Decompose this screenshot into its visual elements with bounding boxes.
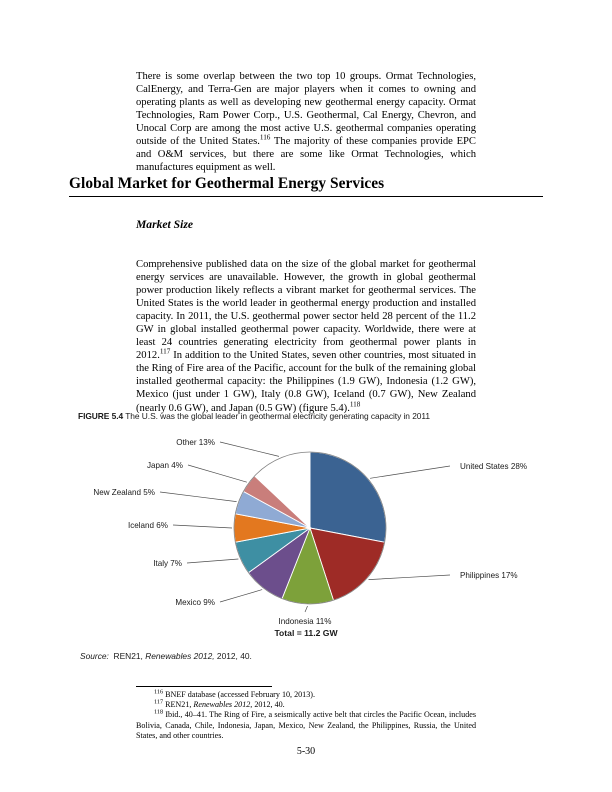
pie-leader-line: [160, 492, 237, 502]
source-prefix: Source:: [80, 651, 109, 661]
footnote-117-number: 117: [154, 698, 164, 706]
source-title: Renewables 2012,: [145, 651, 215, 661]
figure-caption: [78, 411, 548, 421]
pie-leader-line: [220, 590, 262, 602]
footnote-116: [136, 690, 476, 700]
pie-chart-svg: [60, 428, 552, 640]
pie-leader-line: [220, 442, 279, 456]
pie-leader-line: [369, 575, 451, 580]
section-heading: Global Market for Geothermal Energy Services: [69, 175, 543, 197]
pie-slice-label: New Zealand 5%: [93, 488, 155, 497]
pie-leader-line: [173, 525, 232, 528]
footnote-117-title: Renewables 2012: [193, 700, 251, 710]
footnote-116-number: 116: [154, 688, 164, 696]
footnote-ref-118: 118: [349, 399, 361, 408]
pie-slice-label: Indonesia 11%: [278, 617, 332, 626]
paragraph-intro: [136, 70, 476, 174]
figure-source-line: [80, 651, 252, 661]
page-number: 5-30: [296, 746, 316, 757]
footnote-ref-116: 116: [259, 133, 271, 142]
paragraph-intro-text-cont: The majority of these companies provide EPC and O&M services, but there are some like Ormat Technologies, which manufactures equipment as well.: [136, 136, 476, 174]
figure-5-4-pie-chart: [60, 428, 552, 640]
pie-slice-label: United States 28%: [460, 462, 528, 471]
footnote-separator: [136, 686, 272, 687]
figure-caption-text: The U.S. was the global leader in geothermal electricity generating capacity in 2011: [123, 411, 430, 421]
source-rest: 2012, 40.: [216, 651, 252, 661]
source-organization: REN21,: [113, 651, 143, 661]
paragraph-market-text: Comprehensive published data on the size of the global market for geothermal energy services are unavailable. However, the growth in global geothermal power production likely reflects a vibrant market for geothermal services. The United States is the world leader in geothermal energy production and installed capacity. In 2011, the U.S. geothermal power sector held 28 percent of the 11.2 GW in global installed geothermal power capacity. Worldwide, there were at least 24 countries generating electricity from geothermal power plants in 2012.: [136, 259, 476, 362]
footnote-116-text: BNEF database (accessed February 10, 2013).: [163, 690, 315, 699]
footnote-117: [136, 700, 476, 710]
paragraph-intro-text: There is some overlap between the two top 10 groups. Ormat Technologies, CalEnergy, and Terra-Gen are major players when it comes to owning and operating plants as well as developing new geothermal energy capacity. Ormat Technologies, Ram Power Corp., U.S. Geothermal, Cal Energy, Chevron, and Unocal Corp are among the most active U.S. geothermal companies operating outside of the United States.: [136, 71, 476, 148]
footnote-118-number: 118: [154, 708, 164, 716]
footnote-118-text: Ibid., 40–41. The Ring of Fire, a seismically active belt that circles the Pacific Ocean, includes Bolivia, Canada, Chile, Indonesia, Japan, Mexico, New Zealand, the Philippines, Russia, the United States, and other countries.: [136, 710, 476, 740]
pie-slice-label: Italy 7%: [153, 559, 182, 568]
footnotes-block: [136, 690, 476, 741]
pie-slice-label: Iceland 6%: [127, 521, 168, 530]
pie-slice-label: Mexico 9%: [175, 598, 215, 607]
paragraph-market-size: [136, 258, 476, 415]
pie-leader-line: [188, 465, 247, 482]
pie-leader-line: [305, 606, 308, 612]
subsection-heading: Market Size: [136, 218, 194, 231]
footnote-ref-117: 117: [159, 347, 171, 356]
pie-leader-line: [370, 466, 450, 478]
figure-number: FIGURE 5.4: [78, 411, 124, 421]
chart-total-label: Total = 11.2 GW: [274, 628, 338, 638]
paragraph-market-text-cont: In addition to the United States, seven other countries, most situated in the Ring of Fire area of the Pacific, account for the bulk of the remaining global installed geothermal capacity: the Philippines (1.9 GW), Indonesia (1.2 GW), Mexico (just under 1 GW), Italy (0.8 GW), Iceland (0.7 GW), New Zealand (nearly 0.6 GW), and Japan (0.5 GW) (figure 5.4).: [136, 350, 476, 414]
pie-slice-label: Other 13%: [176, 438, 215, 447]
footnote-117-pre: REN21,: [163, 700, 194, 710]
pie-slice: [310, 452, 386, 542]
pie-slices: [234, 452, 386, 604]
pie-slice-label: Philippines 17%: [460, 571, 518, 580]
pie-slice-label: Japan 4%: [147, 461, 183, 470]
footnote-117-post: , 2012, 40.: [250, 700, 285, 710]
footnote-118: [136, 710, 476, 741]
pie-leader-line: [187, 559, 238, 563]
